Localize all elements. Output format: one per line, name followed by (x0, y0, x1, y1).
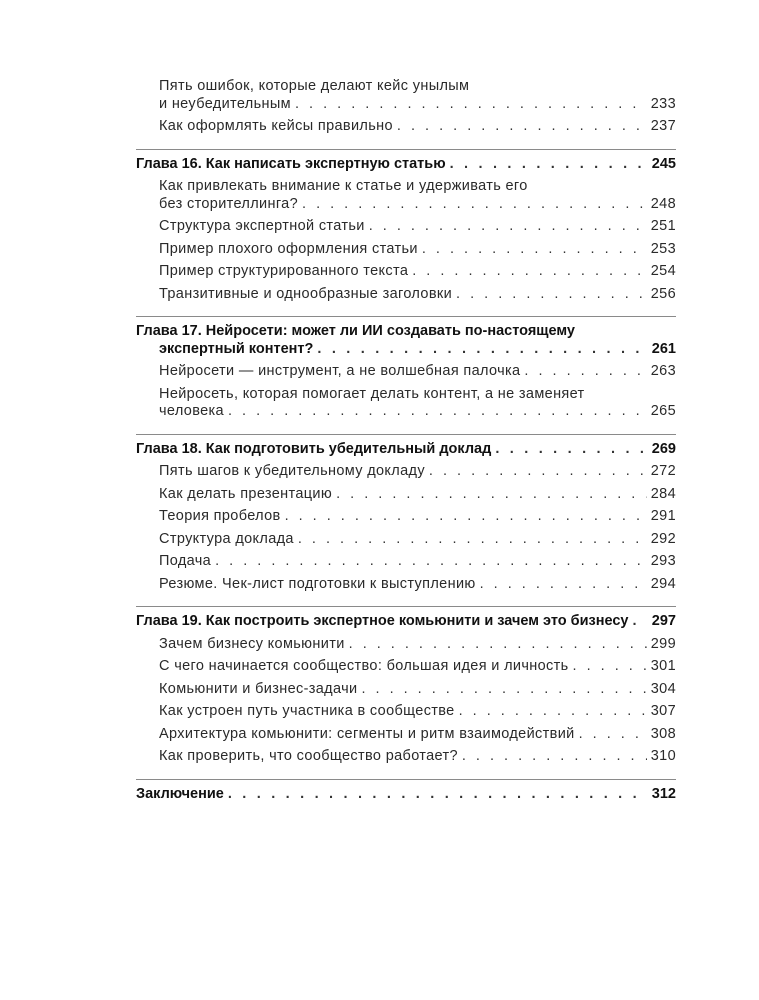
dot-leader (429, 463, 647, 481)
toc-entry-title: человека (159, 403, 224, 419)
toc-entry-title: Структура экспертной статьи (159, 218, 365, 234)
toc-entry-title: Как устроен путь участника в сообществе (159, 703, 455, 719)
toc-entry-first-line: Как привлекать внимание к статье и удерживать его (159, 178, 528, 194)
toc-entry-page: 256 (650, 285, 676, 302)
toc-entry (136, 118, 676, 136)
toc-entry-page: 253 (650, 240, 676, 257)
toc-group (136, 786, 676, 817)
dot-leader (228, 786, 648, 804)
toc-entry-title: Теория пробелов (159, 508, 281, 524)
toc-entry-title: Нейросети — инструмент, а не волшебная палочка (159, 363, 521, 379)
toc-chapter-entry (136, 613, 676, 631)
toc-entry (136, 508, 676, 526)
dot-leader (459, 703, 647, 721)
toc-entry-title: Структура доклада (159, 530, 294, 547)
toc-entry-page: 254 (650, 263, 676, 279)
toc-entry-page: 304 (650, 680, 676, 697)
toc-entry (136, 486, 676, 504)
dot-leader (336, 486, 647, 504)
table-of-contents (136, 78, 676, 822)
toc-entry-title: С чего начинается сообщество: большая идея и личность (159, 658, 569, 674)
toc-group (136, 78, 676, 150)
toc-entry-page: 292 (650, 530, 676, 547)
dot-leader (397, 118, 647, 136)
toc-entry (136, 658, 676, 676)
toc-entry-title: Пять шагов к убедительному докладу (159, 463, 425, 479)
toc-entry (136, 531, 676, 549)
dot-leader (456, 286, 647, 304)
toc-entry-page: 310 (650, 748, 676, 764)
dot-leader (495, 441, 647, 459)
toc-entry-page: 248 (650, 195, 676, 212)
toc-entry (136, 263, 676, 281)
toc-group (136, 441, 676, 608)
toc-group (136, 613, 676, 780)
dot-leader (462, 748, 647, 766)
toc-entry (136, 576, 676, 594)
dot-leader (480, 576, 647, 594)
toc-entry-page: 233 (650, 95, 676, 112)
toc-entry-page: 237 (650, 118, 676, 134)
toc-entry (136, 636, 676, 654)
dot-leader (369, 218, 647, 236)
toc-entry (136, 681, 676, 699)
toc-entry (136, 386, 676, 421)
toc-chapter-page: 269 (651, 440, 676, 457)
toc-entry-title: Зачем бизнесу комьюнити (159, 635, 345, 652)
toc-entry-title: без сторителлинга? (159, 195, 299, 212)
toc-group (136, 156, 676, 318)
toc-entry-first-line: Пять ошибок, которые делают кейс унылым (159, 78, 470, 94)
toc-chapter-entry (136, 323, 676, 358)
toc-entry-page: 293 (650, 553, 676, 569)
toc-chapter-entry (136, 156, 676, 174)
toc-chapter-page: 312 (651, 785, 676, 802)
toc-entry-page: 294 (650, 575, 676, 592)
toc-chapter-entry (136, 786, 676, 804)
toc-entry-page: 272 (650, 463, 676, 479)
dot-leader (450, 156, 648, 174)
toc-entry (136, 78, 676, 113)
toc-entry-title: Пример структурированного текста (159, 263, 409, 279)
toc-entry-page: 307 (650, 703, 676, 719)
toc-entry-title: Подача (159, 553, 212, 569)
toc-chapter-title: Заключение (136, 785, 224, 802)
toc-chapter-title: Глава 18. Как подготовить убедительный доклад (136, 440, 492, 457)
toc-entry (136, 178, 676, 213)
toc-chapter-title: экспертный контент? (159, 340, 314, 357)
toc-entry-title: Транзитивные и однообразные заголовки (159, 285, 453, 302)
toc-entry-page: 251 (650, 218, 676, 234)
toc-entry-page: 299 (650, 635, 676, 652)
toc-group (136, 323, 676, 435)
dot-leader (285, 508, 647, 526)
dot-leader (349, 636, 647, 654)
toc-entry (136, 218, 676, 236)
toc-chapter-first-line: Глава 17. Нейросети: может ли ИИ создавать по-настоящему (136, 323, 575, 339)
dot-leader (295, 96, 647, 114)
dot-leader (215, 553, 647, 571)
toc-entry-title: Комьюнити и бизнес-задачи (159, 680, 358, 697)
toc-entry-title: Как делать презентацию (159, 485, 333, 502)
toc-entry-page: 301 (650, 658, 676, 674)
toc-entry (136, 363, 676, 381)
toc-chapter-entry (136, 441, 676, 459)
toc-chapter-page: 245 (651, 155, 676, 172)
toc-entry (136, 703, 676, 721)
toc-entry-title: Архитектура комьюнити: сегменты и ритм взаимодействий (159, 725, 575, 742)
toc-entry-title: Пример плохого оформления статьи (159, 240, 418, 257)
toc-chapter-title: Глава 19. Как построить экспертное комьюнити и зачем это бизнесу (136, 613, 629, 629)
dot-leader (302, 196, 647, 214)
toc-chapter-page: 261 (651, 340, 676, 357)
toc-entry (136, 241, 676, 259)
toc-entry (136, 726, 676, 744)
toc-entry (136, 553, 676, 571)
dot-leader (524, 363, 646, 381)
toc-chapter-page: 297 (651, 613, 676, 629)
toc-entry-page: 308 (650, 725, 676, 742)
toc-entry-title: Резюме. Чек-лист подготовки к выступлению (159, 575, 476, 592)
toc-entry-first-line: Нейросеть, которая помогает делать контент, а не заменяет (159, 385, 585, 402)
toc-entry-page: 263 (650, 363, 676, 379)
dot-leader (412, 263, 647, 281)
dot-leader (573, 658, 647, 676)
toc-entry (136, 286, 676, 304)
dot-leader (579, 726, 647, 744)
dot-leader (422, 241, 647, 259)
dot-leader (317, 341, 647, 359)
toc-entry-page: 265 (650, 403, 676, 419)
toc-entry-title: и неубедительным (159, 95, 291, 112)
toc-chapter-title: Глава 16. Как написать экспертную статью (136, 155, 446, 172)
dot-leader (228, 403, 647, 421)
dot-leader (298, 531, 647, 549)
toc-entry (136, 463, 676, 481)
toc-entry (136, 748, 676, 766)
toc-entry-page: 291 (650, 508, 676, 524)
toc-entry-page: 284 (650, 485, 676, 502)
dot-leader (632, 613, 647, 631)
toc-entry-title: Как проверить, что сообщество работает? (159, 748, 458, 764)
toc-entry-title: Как оформлять кейсы правильно (159, 118, 393, 134)
dot-leader (361, 681, 646, 699)
